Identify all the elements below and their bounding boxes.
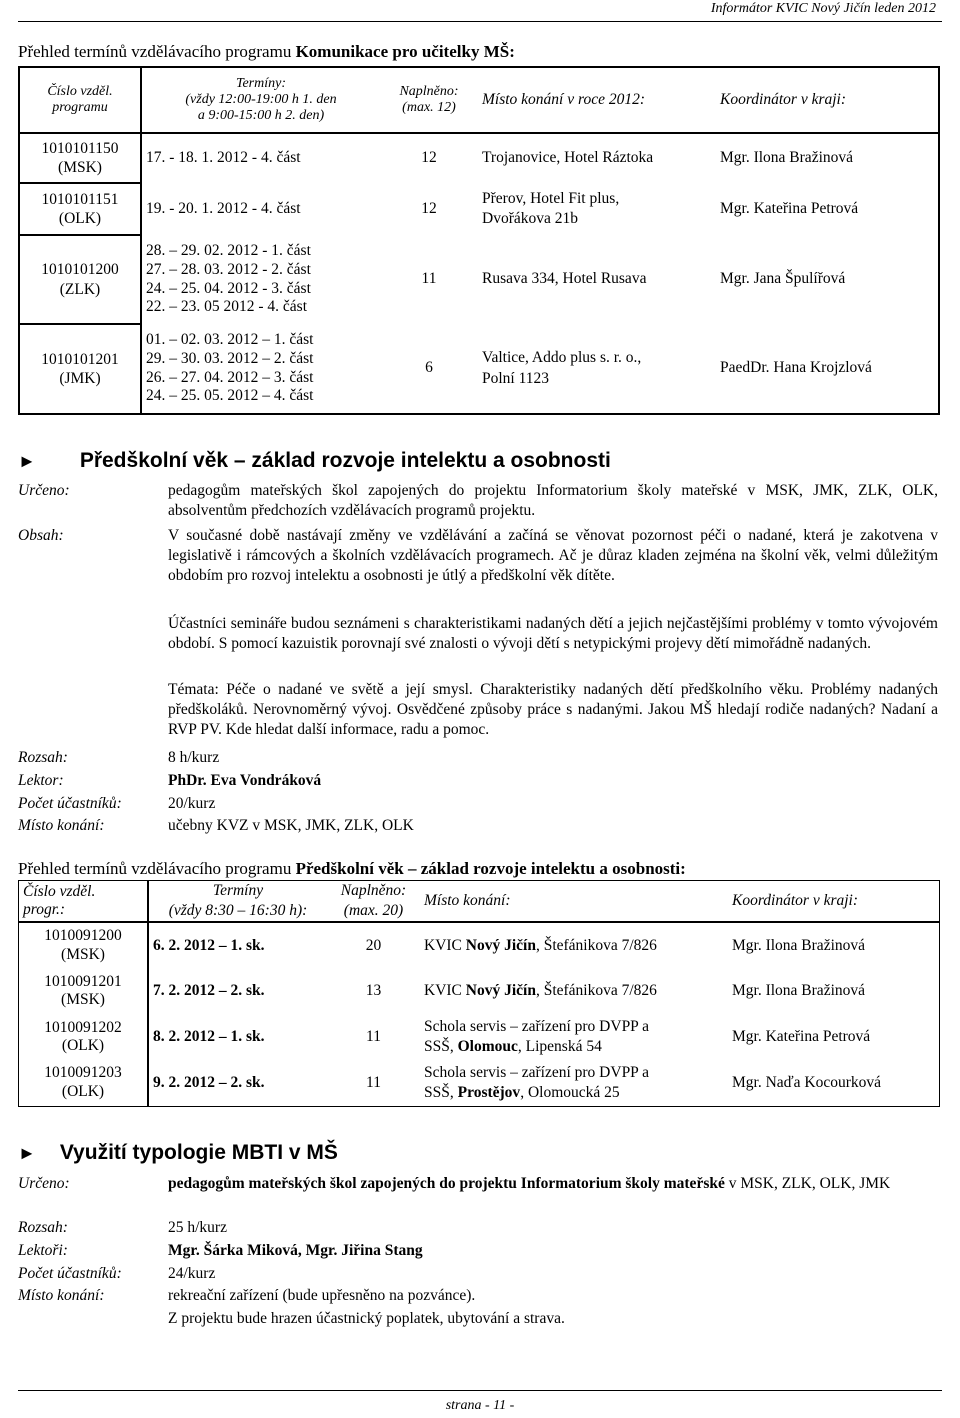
table1-title: Přehled termínů vzdělávacího programu Komunikace pro učitelky MŠ: xyxy=(18,42,515,61)
section1-heading: ► Předškolní věk – základ rozvoje intelektu a osobnosti xyxy=(18,449,611,472)
table1-col-terms: Termíny: (vždy 12:00-19:00 h 1. den a 9:00-15:00 h 2. den) xyxy=(141,67,380,133)
table-row: 1010101150 (MSK) 17. - 18. 1. 2012 - 4. část 12 Trojanovice, Hotel Ráztoka Mgr. Ilona Bražinová xyxy=(19,133,939,183)
table-row: 1010091200 (MSK) 6. 2. 2012 – 1. sk. 20 KVIC Nový Jičín, Štefánikova 7/826 Mgr. Ilona Bražinová xyxy=(19,922,940,968)
s2-rozsah-value: 25 h/kurz xyxy=(168,1219,227,1236)
s1-urceno-value: pedagogům mateřských škol zapojených do projektu Informatorium školy mateřské v MSK, JMK, ZLK, OLK, absolventům předchozích vzdělávacích programů projektu. xyxy=(168,482,938,520)
table-row: 1010101200 (ZLK) 28. – 29. 02. 2012 - 1. část 27. – 28. 03. 2012 - 2. část 24. – 25. 04. 2012 - 3. část 22. – 23. 05 2012 - 4. část 11 Rusava 334, Hotel Rusava Mgr. Jana Špulířová xyxy=(19,235,939,324)
table-row: 1010091201 (MSK) 7. 2. 2012 – 2. sk. 13 KVIC Nový Jičín, Štefánikova 7/826 Mgr. Ilona Bražinová xyxy=(19,968,940,1014)
s1-obsah-p3: Témata: Péče o nadané ve světě a její smysl. Charakteristiky nadaných dětí předškolního věku. Problémy nadaných předškoláků. Nerovnoměrný vývoj. Osvědčené způsoby práce s nadanými. Jakou MŠ hledají rodiče nadaných? Nadaní a RVP PV. Kde hledat další informace, radu a pomoc. xyxy=(168,681,938,739)
s1-obsah-p2: Účastníci semináře budou seznámeni s charakteristikami nadaných dětí a jejich nejčastějšími problémy v tomto vývojovém období. S pomocí kazuistik porovnají své znalosti o vývoji dětí s netypickými projevy dětí mimořádně nadaných. xyxy=(168,615,938,653)
s1-misto-value: učebny KVZ v MSK, JMK, ZLK, OLK xyxy=(168,817,414,834)
page-header: Informátor KVIC Nový Jičín leden 2012 xyxy=(710,1,936,16)
s1-rozsah-label: Rozsah: xyxy=(18,749,68,766)
table-row: 1010091202 (OLK) 8. 2. 2012 – 1. sk. 11 Schola servis – zařízení pro DVPP a SSŠ, Olomouc, Lipenská 54 Mgr. Kateřina Petrová xyxy=(19,1014,940,1060)
table2-title-bold: Předškolní věk – základ rozvoje intelektu a osobnosti: xyxy=(295,859,686,878)
s2-misto-value: rekreační zařízení (bude upřesněno na pozvánce). xyxy=(168,1287,476,1304)
section2-heading: ► Využití typologie MBTI v MŠ xyxy=(18,1141,338,1164)
s2-rozsah-label: Rozsah: xyxy=(18,1219,68,1236)
s1-pocet-value: 20/kurz xyxy=(168,795,216,812)
s1-lektor-value: PhDr. Eva Vondráková xyxy=(168,772,322,789)
table2-schedule xyxy=(18,880,940,1107)
s1-lektor-label: Lektor: xyxy=(18,772,64,789)
s2-urceno-value: pedagogům mateřských škol zapojených do projektu Informatorium školy mateřské v MSK, ZLK, OLK, JMK xyxy=(168,1175,891,1192)
s1-urceno-label: Určeno: xyxy=(18,482,70,499)
table1-title-bold: Komunikace pro učitelky MŠ: xyxy=(295,42,515,61)
table1-col-num: Číslo vzděl. programu xyxy=(19,67,141,133)
table-row: 1010101151 (OLK) 19. - 20. 1. 2012 - 4. část 12 Přerov, Hotel Fit plus, Dvořákova 21b Mgr. Kateřina Petrová xyxy=(19,183,939,235)
s2-lektori-label: Lektoři: xyxy=(18,1242,68,1259)
s1-misto-label: Místo konání: xyxy=(18,817,105,834)
table2-header-row: Číslo vzděl. progr.: Termíny (vždy 8:30 – 16:30 h): Naplněno: (max. 20) Místo konání: Koordinátor v kraji: xyxy=(19,881,940,923)
s2-pocet-value: 24/kurz xyxy=(168,1265,216,1282)
table1-header-row xyxy=(19,67,939,133)
page-footer: strana - 11 - xyxy=(445,1398,515,1413)
table2-title: Přehled termínů vzdělávacího programu Předškolní věk – základ rozvoje intelektu a osobnosti: xyxy=(18,859,686,878)
table-row: 1010091203 (OLK) 9. 2. 2012 – 2. sk. 11 Schola servis – zařízení pro DVPP a SSŠ, Prostějov, Olomoucká 25 Mgr. Naďa Kocourková xyxy=(19,1060,940,1106)
footer-rule xyxy=(18,1390,942,1391)
s2-misto-label: Místo konání: xyxy=(18,1287,105,1304)
s2-pocet-label: Počet účastníků: xyxy=(18,1265,122,1282)
s2-lektori-value: Mgr. Šárka Miková, Mgr. Jiřina Stang xyxy=(168,1242,423,1259)
table1-col-filled: Naplněno: (max. 12) xyxy=(380,67,478,133)
s1-obsah-p1: V současné době nastávají změny ve vzdělávání a začíná se věnovat pozornost péči o nadané, která je zakotvena v legislativě i rámcových a školních vzdělávacích programech. Ač je důraz kladen zejména na školní věk, velmi důležitým obdobím pro rozvoj intelektu a osobnosti je útlý a předškolní věk dítěte. xyxy=(168,527,938,585)
s2-note: Z projektu bude hrazen účastnický poplatek, ubytování a strava. xyxy=(168,1310,565,1327)
table1-schedule xyxy=(18,66,940,415)
arrow-right-icon: ► xyxy=(18,451,36,471)
table-row: 1010101201 (JMK) 01. – 02. 03. 2012 – 1. část 29. – 30. 03. 2012 – 2. část 26. – 27. 04. 2012 – 3. část 24. – 25. 05. 2012 – 4. část 6 Valtice, Addo plus s. r. o., Polní 1123 PaedDr. Hana Krojzlová xyxy=(19,324,939,414)
s2-urceno-label: Určeno: xyxy=(18,1175,70,1192)
arrow-right-icon: ► xyxy=(18,1143,36,1163)
header-rule xyxy=(18,21,942,22)
s1-pocet-label: Počet účastníků: xyxy=(18,795,122,812)
s1-rozsah-value: 8 h/kurz xyxy=(168,749,220,766)
table1-col-coord: Koordinátor v kraji: xyxy=(716,67,939,133)
s1-obsah-label: Obsah: xyxy=(18,527,64,544)
table1-col-place: Místo konání v roce 2012: xyxy=(478,67,716,133)
